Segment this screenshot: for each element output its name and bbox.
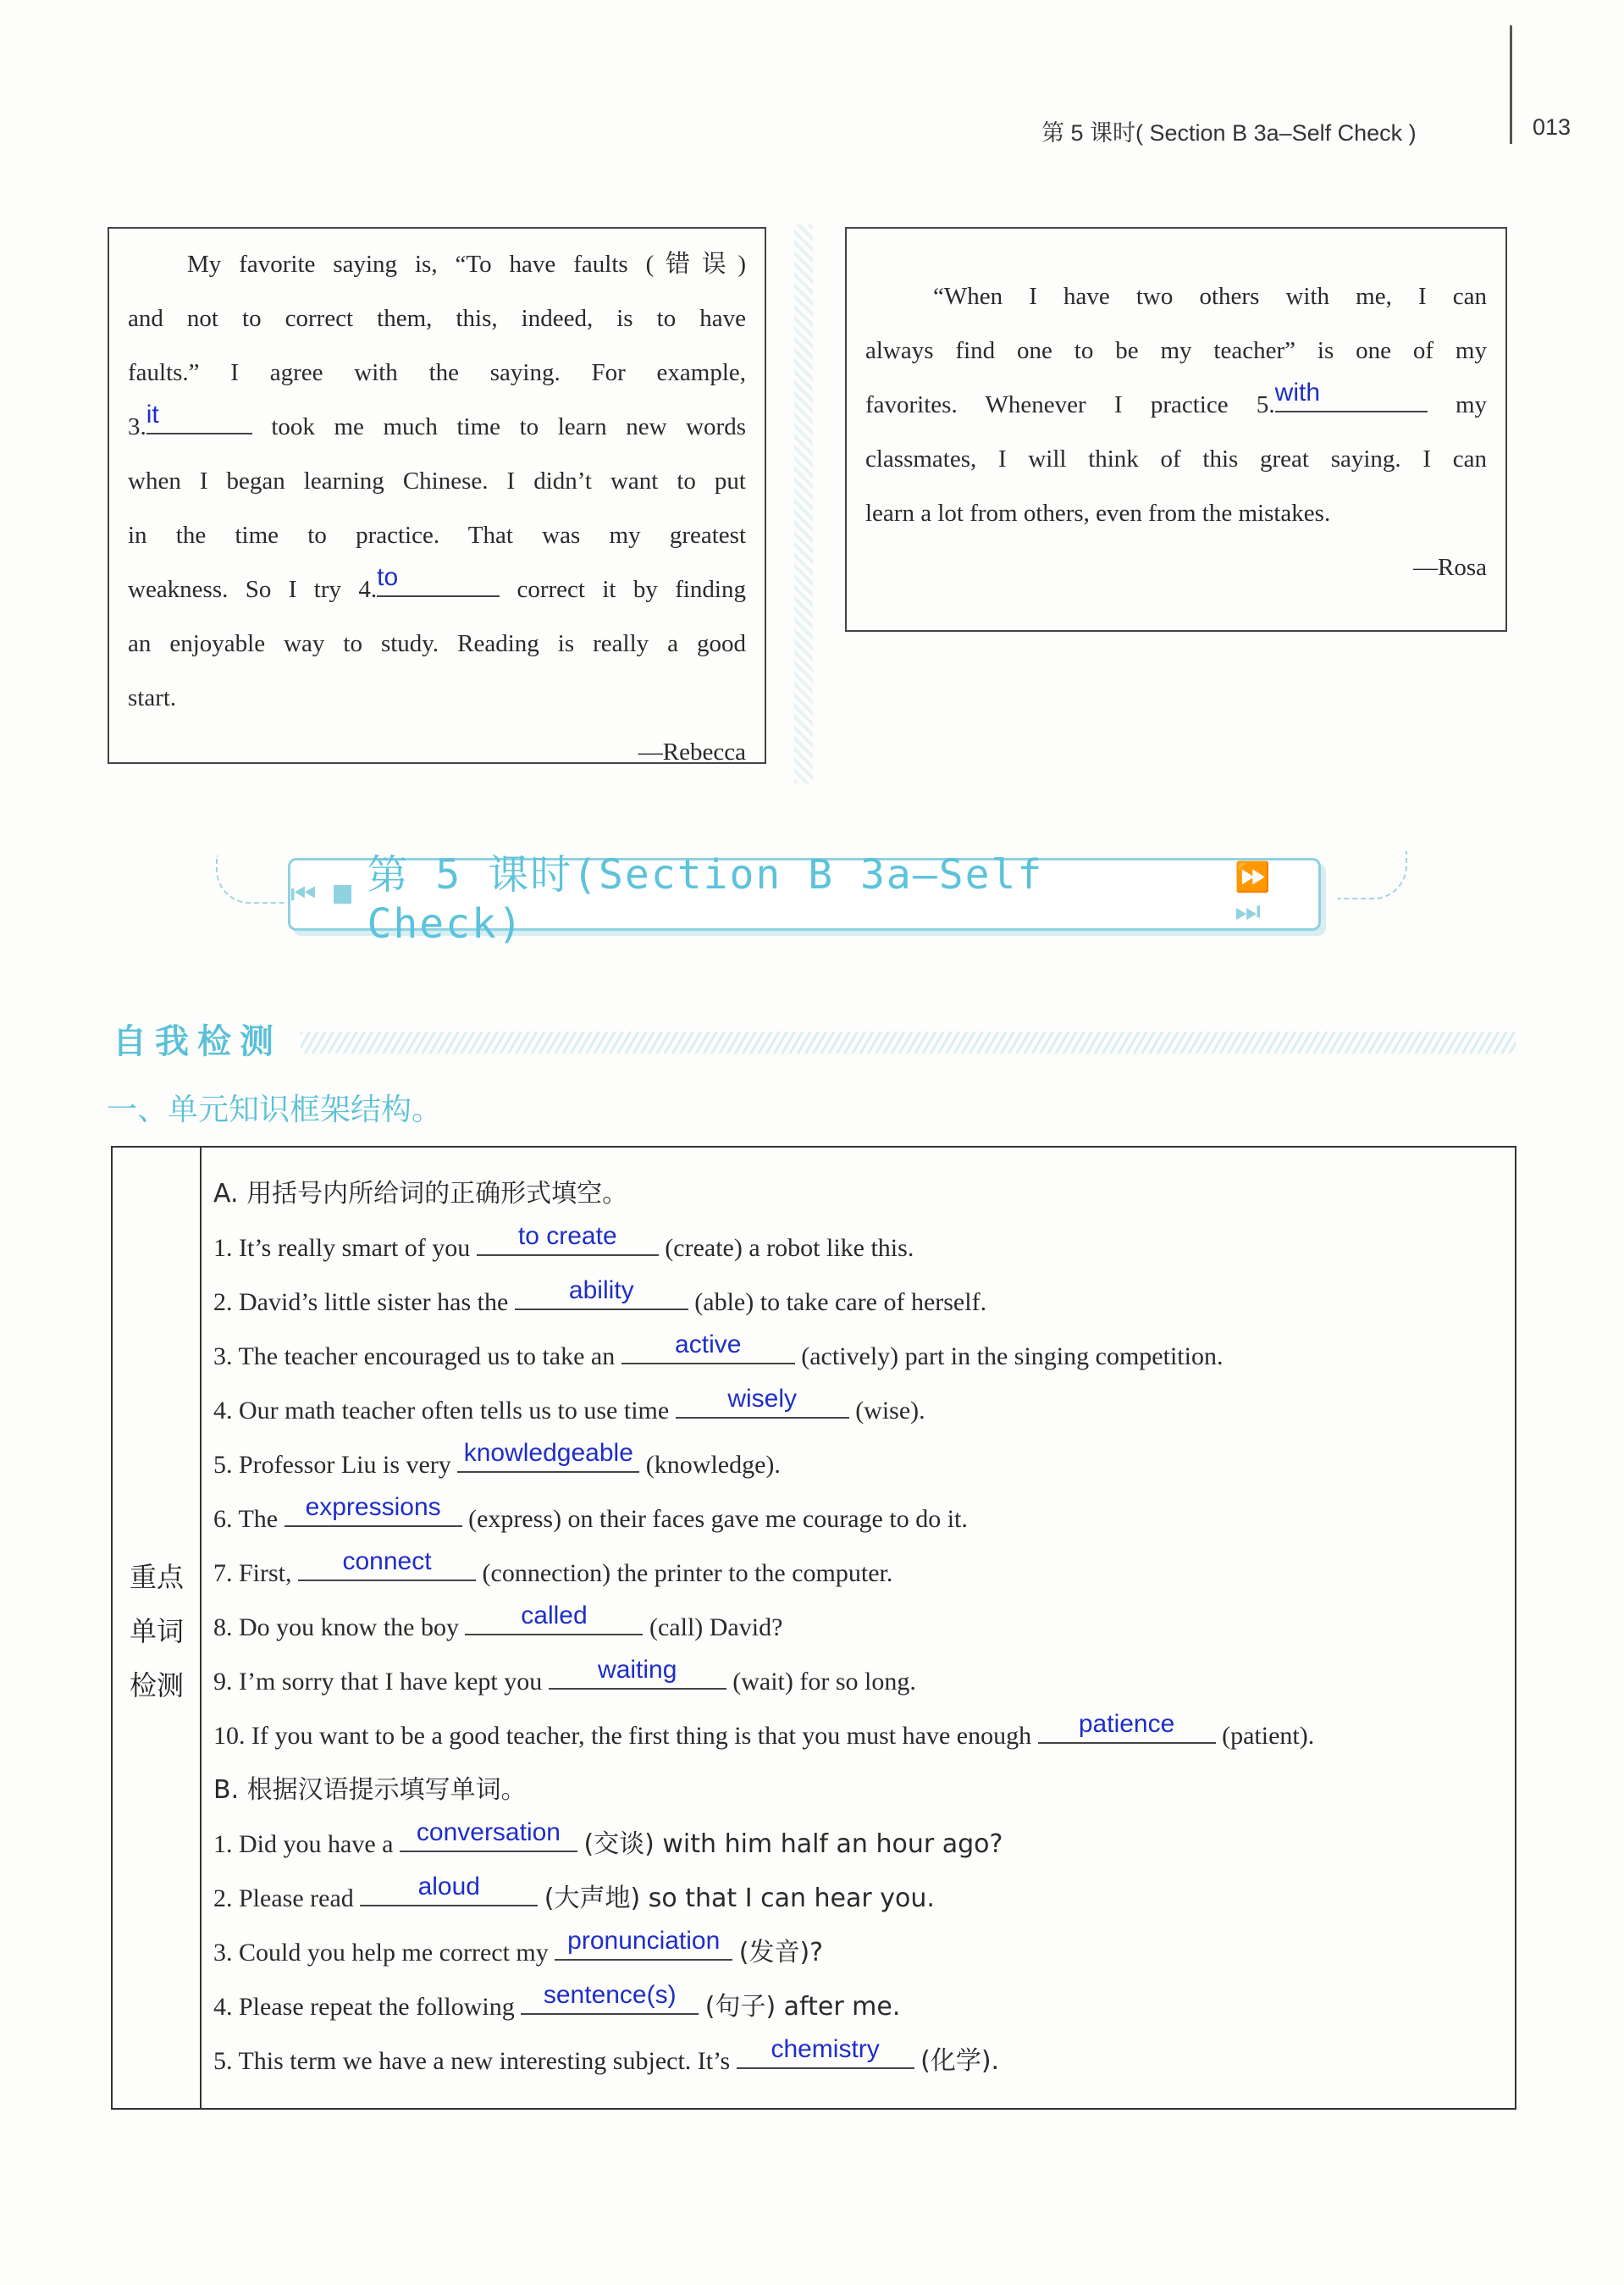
answer-blank[interactable]: aloud [360, 1876, 538, 1906]
header-divider [1510, 25, 1512, 144]
exercise-item: 1. Did you have a conversation (交谈) with him half an hour ago? [213, 1818, 1003, 1859]
answer-blank[interactable]: conversation [400, 1822, 577, 1852]
answer-blank[interactable]: expressions [284, 1497, 462, 1527]
self-check-heading: 自我检测 [113, 1022, 282, 1061]
sub-heading: 一、单元知识框架结构。 [107, 1093, 443, 1127]
part-b-instruction: B. 根据汉语提示填写单词。 [213, 1775, 527, 1805]
passage-line: faults.” I agree with the saying. For example, [128, 359, 746, 386]
passage-rosa [845, 227, 1507, 632]
exercise-item: 4. Please repeat the following sentence(s) (句子) after me. [213, 1981, 901, 2022]
exercise-item: 6. The expressions (express) on their faces gave me courage to do it. [213, 1493, 968, 1533]
page-number: 013 [1533, 114, 1572, 140]
answer-blank[interactable]: called [465, 1605, 643, 1635]
exercise-item: 5. Professor Liu is very knowledgeable (knowledge). [213, 1439, 781, 1479]
stop-square-icon [334, 885, 352, 904]
exercise-item: 2. David’s little sister has the ability (able) to take care of herself. [213, 1276, 987, 1316]
banner-title: 第 5 课时(Section B 3a–Self Check) [367, 850, 1044, 948]
side-label: 重点 单词 检测 [129, 1561, 184, 1701]
answer-blank-4[interactable]: to [377, 567, 500, 597]
answer-blank[interactable]: wisely [676, 1388, 849, 1419]
decorative-stripe [794, 224, 813, 783]
answer-blank[interactable]: to create [477, 1225, 659, 1256]
passage-line: favorites. Whenever I practice 5. with my [865, 379, 1488, 418]
passage-line: an enjoyable way to study. Reading is really a good [128, 630, 746, 657]
passage-line: always find one to be my teacher” is one of my [865, 337, 1487, 364]
answer-blank[interactable]: waiting [549, 1659, 726, 1690]
banner-ornament-right [1338, 851, 1407, 899]
answer-blank-5[interactable]: with [1275, 382, 1428, 412]
answer-blank[interactable]: connect [298, 1551, 476, 1581]
answer-blank[interactable]: knowledgeable [457, 1442, 639, 1473]
passage-line: learn a lot from others, even from the mistakes. [865, 500, 1331, 527]
exercise-item: 8. Do you know the boy called (call) David? [213, 1602, 783, 1641]
passage-line: “When I have two others with me, I can [933, 283, 1487, 310]
exercise-item: 1. It’s really smart of you to create (create) a robot like this. [213, 1222, 914, 1262]
exercise-item: 7. First, connect (connection) the printer to the computer. [213, 1547, 893, 1587]
skip-back-icon: ⏮ [290, 877, 318, 911]
signature-rebecca: —Rebecca [638, 739, 746, 766]
blank-number: 3. [128, 413, 146, 440]
exercise-item: 3. The teacher encouraged us to take an active (actively) part in the singing competition. [213, 1331, 1224, 1370]
fast-forward-icon: ⏩ ⏭ [1235, 860, 1273, 928]
part-a-instruction: A. 用括号内所给词的正确形式填空。 [213, 1179, 628, 1209]
passage-line: 3. it took me much time to learn new words [128, 401, 746, 440]
passage-line: start. [128, 684, 177, 711]
answer-blank[interactable]: sentence(s) [521, 1984, 699, 2015]
passage-line: weakness. So I try 4. to correct it by finding [128, 563, 746, 603]
heading-rule [301, 1032, 1516, 1054]
passage-line: when I began learning Chinese. I didn’t want to put [128, 468, 746, 495]
exercise-item: 10. If you want to be a good teacher, the first thing is that you must have enough patience (patient). [213, 1710, 1315, 1750]
exercise-item: 3. Could you help me correct my pronunciation (发音)? [213, 1927, 824, 1967]
table-column-divider [200, 1146, 202, 2110]
section-banner [288, 850, 1321, 948]
passage-line: classmates, I will think of this great saying. I can [865, 445, 1487, 473]
blank-number: 4. [358, 576, 378, 603]
answer-blank[interactable]: patience [1038, 1713, 1216, 1744]
header-lesson: 第 5 课时( Section B 3a–Self Check ) [1041, 120, 1417, 146]
exercise-lines [213, 1167, 1505, 2089]
answer-blank[interactable]: ability [515, 1280, 688, 1310]
signature-rosa: —Rosa [1413, 554, 1487, 581]
exercise-item: 2. Please read aloud (大声地) so that I can hear you. [213, 1873, 935, 1913]
answer-blank[interactable]: pronunciation [555, 1930, 732, 1961]
exercise-item: 5. This term we have a new interesting subject. It’s chemistry (化学). [213, 2035, 1000, 2076]
passage-rebecca [108, 227, 766, 764]
blank-number: 5. [1256, 391, 1275, 418]
exercise-item: 9. I’m sorry that I have kept you waiting (wait) for so long. [213, 1656, 916, 1696]
passage-line: and not to correct them, this, indeed, is to have [128, 305, 746, 332]
answer-blank[interactable]: chemistry [737, 2039, 914, 2069]
passage-line: in the time to practice. That was my greatest [128, 522, 746, 549]
banner-ornament-left [216, 855, 285, 904]
answer-blank[interactable]: active [621, 1334, 795, 1364]
passage-line: My favorite saying is, “To have faults (错误) [187, 251, 746, 278]
exercise-item: 4. Our math teacher often tells us to use time wisely (wise). [213, 1385, 925, 1425]
answer-blank-3[interactable]: it [146, 404, 252, 434]
